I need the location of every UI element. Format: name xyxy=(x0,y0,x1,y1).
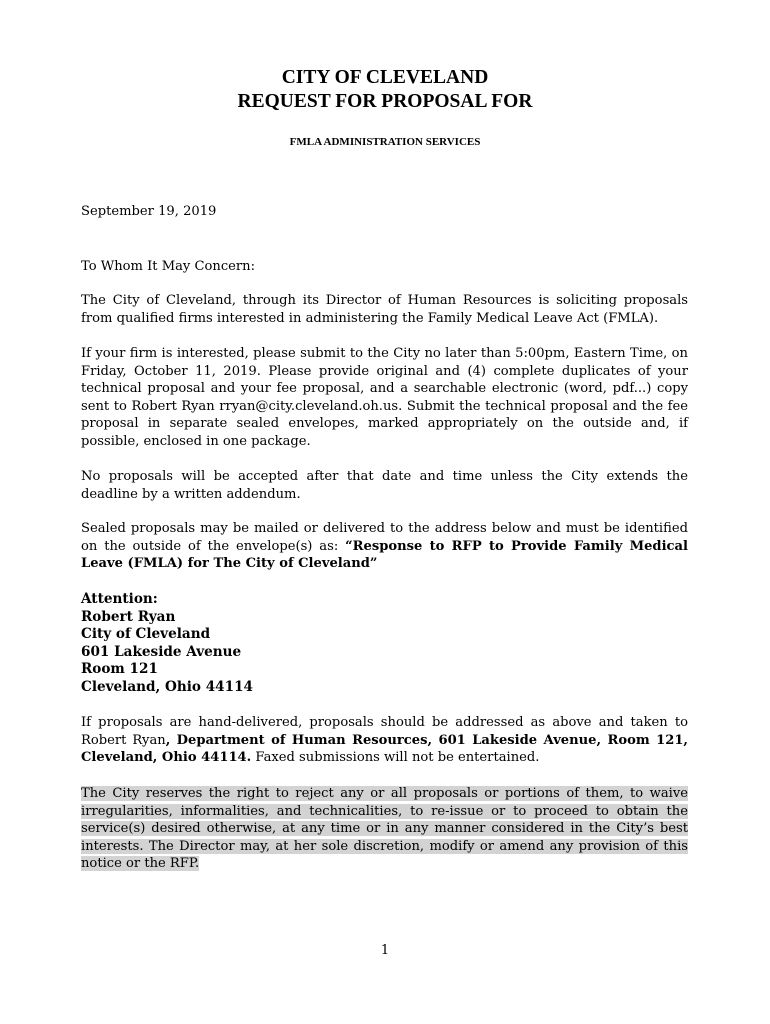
address-name: Robert Ryan xyxy=(81,608,176,625)
sealed-proposals-text: Sealed proposals may be mailed or delivered to the address below and must be identified on the outside of the envelope(s) as: xyxy=(81,521,688,554)
address-city-state-zip: Cleveland, Ohio 44114 xyxy=(81,678,253,695)
page-number: 1 xyxy=(380,943,390,958)
address-organization: City of Cleveland xyxy=(81,626,211,643)
highlighted-text: The City reserves the right to reject any or all proposals or portions of them, to waive irregularities, informalities, and technicalities, to re-issue or to proceed to obtain the service(s) desired otherwise, at any time or in any manner considered in the City’s best interests. The Director may, at her sole discretion, modify or amend any provision of this notice or the RFP. xyxy=(81,786,688,872)
address-street: 601 Lakeside Avenue xyxy=(81,643,242,660)
envelope-label-text: “Response to RFP to Provide Family Medical Leave (FMLA) for The City of Cleveland” xyxy=(81,538,688,572)
paragraph-sealed-proposals xyxy=(81,520,688,573)
letter-salutation: To Whom It May Concern: xyxy=(81,259,256,274)
document-title-line1: CITY OF CLEVELAND xyxy=(281,67,489,88)
hand-delivery-text: If proposals are hand-delivered, proposals should be addressed as above and taken to Robert Ryan xyxy=(81,715,688,748)
paragraph-hand-delivery xyxy=(81,714,688,767)
fax-notice: Faxed submissions will not be entertained. xyxy=(251,750,540,766)
document-subtitle: FMLA ADMINISTRATION SERVICES xyxy=(289,136,481,148)
document-title-line2: REQUEST FOR PROPOSAL FOR xyxy=(237,91,533,112)
paragraph-submission-instructions: If your firm is interested, please submit to the City no later than 5:00pm, Eastern Time, on Friday, October 11, 2019. Please provide original and (4) complete duplicates of your technical proposal and your fee proposal, and a searchable electronic (word, pdf...) copy sent to Robert Ryan rryan@city.cleveland.oh.us. Submit the technical proposal and the fee proposal in separate sealed envelopes, marked appropriately on the outside and, if possible, enclosed in one package. xyxy=(81,346,688,449)
address-room: Room 121 xyxy=(81,661,158,678)
address-attention: Attention: xyxy=(81,591,158,607)
paragraph-deadline: No proposals will be accepted after that date and time unless the City extends the deadline by a written addendum. xyxy=(81,469,688,502)
mailing-address-block xyxy=(81,591,253,697)
paragraph-intro: The City of Cleveland, through its Director of Human Resources is soliciting proposals from qualified firms interested in administering the Family Medical Leave Act (FMLA). xyxy=(81,293,688,326)
hand-delivery-address: , Department of Human Resources, 601 Lakeside Avenue, Room 121, Cleveland, Ohio 44114. xyxy=(81,732,688,766)
letter-date: September 19, 2019 xyxy=(81,204,217,219)
paragraph-reservation-of-rights xyxy=(81,785,688,873)
